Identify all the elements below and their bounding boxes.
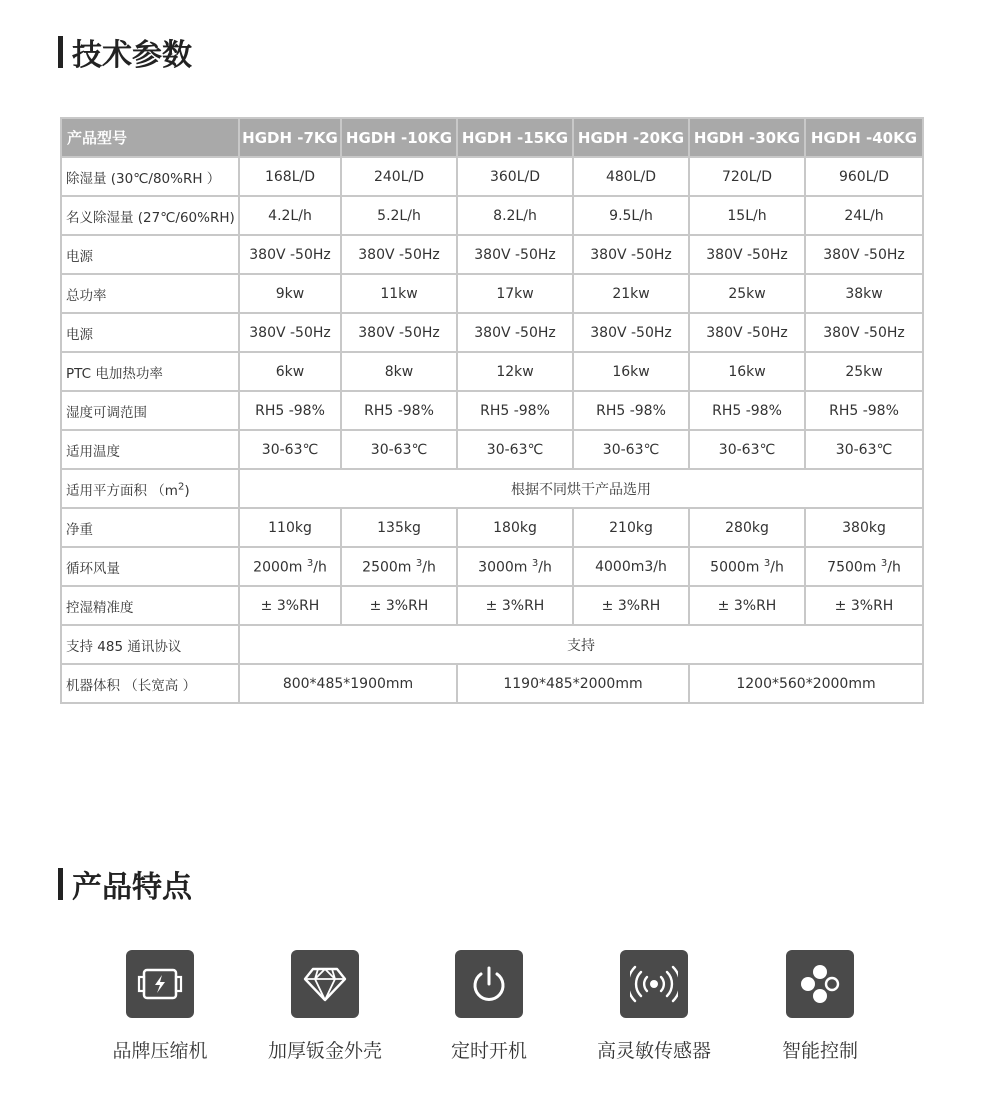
spec-section-title xyxy=(58,30,192,74)
power-icon xyxy=(455,950,523,1018)
table-row-area xyxy=(61,469,923,508)
table-cell: 380V -50Hz xyxy=(689,235,805,274)
feature-item xyxy=(250,950,400,1063)
title-bar xyxy=(58,36,63,68)
table-row xyxy=(61,430,923,469)
table-cell: RH5 -98% xyxy=(239,391,341,430)
table-row-protocol xyxy=(61,625,923,664)
table-cell: 1190*485*2000mm xyxy=(457,664,689,703)
table-cell: 380V -50Hz xyxy=(573,235,689,274)
header-cell: HGDH -40KG xyxy=(805,118,923,157)
table-cell: 16kw xyxy=(573,352,689,391)
feature-item xyxy=(579,950,729,1063)
table-cell: RH5 -98% xyxy=(805,391,923,430)
table-cell: 5.2L/h xyxy=(341,196,457,235)
table-cell: 11kw xyxy=(341,274,457,313)
table-row xyxy=(61,313,923,352)
table-cell: 1200*560*2000mm xyxy=(689,664,923,703)
header-cell: HGDH -10KG xyxy=(341,118,457,157)
row-label: 除湿量 (30℃/80%RH ） xyxy=(61,157,239,196)
table-cell: ± 3%RH xyxy=(341,586,457,625)
table-cell: 21kw xyxy=(573,274,689,313)
table-cell: 9.5L/h xyxy=(573,196,689,235)
airflow-unit: /h xyxy=(422,559,436,576)
airflow-unit: /h xyxy=(887,559,901,576)
row-label: 适用温度 xyxy=(61,430,239,469)
table-cell: 16kw xyxy=(689,352,805,391)
row-label: 控湿精准度 xyxy=(61,586,239,625)
header-cell: HGDH -20KG xyxy=(573,118,689,157)
feature-item xyxy=(745,950,895,1063)
table-cell: 240L/D xyxy=(341,157,457,196)
table-row xyxy=(61,235,923,274)
table-cell: 30-63℃ xyxy=(805,430,923,469)
spec-title-text: 技术参数 xyxy=(72,38,192,73)
table-cell: 9kw xyxy=(239,274,341,313)
table-cell: RH5 -98% xyxy=(689,391,805,430)
compressor-icon xyxy=(126,950,194,1018)
airflow-unit: /h xyxy=(770,559,784,576)
table-cell: 280kg xyxy=(689,508,805,547)
row-label: 名义除湿量 (27℃/60%RH) xyxy=(61,196,239,235)
table-row-airflow xyxy=(61,547,923,586)
table-cell xyxy=(457,547,573,586)
sensor-icon xyxy=(620,950,688,1018)
table-cell: 180kg xyxy=(457,508,573,547)
row-label: 湿度可调范围 xyxy=(61,391,239,430)
table-cell: 30-63℃ xyxy=(457,430,573,469)
features-row xyxy=(0,950,990,1070)
row-label: 电源 xyxy=(61,235,239,274)
table-cell: 380V -50Hz xyxy=(573,313,689,352)
table-cell: 25kw xyxy=(689,274,805,313)
row-label: 电源 xyxy=(61,313,239,352)
airflow-value: 7500m xyxy=(827,559,881,576)
header-cell: HGDH -30KG xyxy=(689,118,805,157)
table-cell xyxy=(239,547,341,586)
table-cell: 720L/D xyxy=(689,157,805,196)
table-cell: 960L/D xyxy=(805,157,923,196)
table-cell: 8.2L/h xyxy=(457,196,573,235)
row-label: 机器体积 （长宽高 ） xyxy=(61,664,239,703)
airflow-unit: /h xyxy=(313,559,327,576)
table-cell xyxy=(341,547,457,586)
table-cell: 15L/h xyxy=(689,196,805,235)
table-cell: 380V -50Hz xyxy=(805,313,923,352)
header-cell: HGDH -15KG xyxy=(457,118,573,157)
row-label: 循环风量 xyxy=(61,547,239,586)
table-cell: 800*485*1900mm xyxy=(239,664,457,703)
features-section-title xyxy=(58,862,192,906)
table-cell: 8kw xyxy=(341,352,457,391)
area-label: 适用平方面积 （m xyxy=(66,482,178,499)
feature-label: 高灵敏传感器 xyxy=(596,1040,711,1062)
table-cell: 30-63℃ xyxy=(573,430,689,469)
table-cell: 30-63℃ xyxy=(689,430,805,469)
table-cell: 30-63℃ xyxy=(239,430,341,469)
table-cell: 135kg xyxy=(341,508,457,547)
table-row-volume xyxy=(61,664,923,703)
table-header-row xyxy=(61,118,923,157)
title-bar xyxy=(58,868,63,900)
feature-item xyxy=(85,950,235,1063)
table-row xyxy=(61,586,923,625)
features-title-text: 产品特点 xyxy=(72,870,192,905)
table-cell: 210kg xyxy=(573,508,689,547)
table-cell: 380V -50Hz xyxy=(341,235,457,274)
table-cell: ± 3%RH xyxy=(805,586,923,625)
diamond-icon xyxy=(291,950,359,1018)
table-cell: 380V -50Hz xyxy=(689,313,805,352)
table-cell: RH5 -98% xyxy=(573,391,689,430)
table-row xyxy=(61,274,923,313)
table-row xyxy=(61,508,923,547)
table-cell: 17kw xyxy=(457,274,573,313)
table-cell: 380V -50Hz xyxy=(239,235,341,274)
table-cell: 380V -50Hz xyxy=(457,313,573,352)
airflow-value: 2500m xyxy=(362,559,416,576)
table-row xyxy=(61,157,923,196)
table-cell: 6kw xyxy=(239,352,341,391)
area-label-sup: 2 xyxy=(177,481,185,492)
table-cell xyxy=(689,547,805,586)
table-row xyxy=(61,196,923,235)
feature-label: 智能控制 xyxy=(781,1040,858,1062)
header-cell: HGDH -7KG xyxy=(239,118,341,157)
feature-item xyxy=(414,950,564,1063)
airflow-value: 3000m xyxy=(478,559,532,576)
airflow-value: 4000m3/h xyxy=(595,558,667,575)
feature-label: 品牌压缩机 xyxy=(112,1040,208,1062)
header-cell: 产品型号 xyxy=(61,118,239,157)
airflow-sup: 3 xyxy=(415,557,423,569)
table-cell: 4.2L/h xyxy=(239,196,341,235)
table-cell: 38kw xyxy=(805,274,923,313)
smart-control-icon xyxy=(786,950,854,1018)
row-label: 净重 xyxy=(61,508,239,547)
feature-label: 定时开机 xyxy=(450,1040,527,1062)
row-label: 总功率 xyxy=(61,274,239,313)
table-cell: 24L/h xyxy=(805,196,923,235)
table-cell: 168L/D xyxy=(239,157,341,196)
table-cell: 380kg xyxy=(805,508,923,547)
feature-label: 加厚钣金外壳 xyxy=(267,1040,382,1062)
table-cell: 380V -50Hz xyxy=(457,235,573,274)
airflow-sup: 3 xyxy=(880,557,888,569)
airflow-sup: 3 xyxy=(306,557,314,569)
table-cell: 110kg xyxy=(239,508,341,547)
row-label xyxy=(61,469,239,508)
airflow-value: 2000m xyxy=(253,559,307,576)
row-label: 支持 485 通讯协议 xyxy=(61,625,239,664)
spec-table xyxy=(60,117,924,704)
table-cell: 380V -50Hz xyxy=(805,235,923,274)
table-cell: 360L/D xyxy=(457,157,573,196)
protocol-value-cell: 支持 xyxy=(239,625,923,664)
table-cell: 25kw xyxy=(805,352,923,391)
table-cell: RH5 -98% xyxy=(457,391,573,430)
table-row xyxy=(61,352,923,391)
area-label-end: ) xyxy=(184,482,190,499)
table-cell: 480L/D xyxy=(573,157,689,196)
table-cell: 12kw xyxy=(457,352,573,391)
airflow-sup: 3 xyxy=(763,557,771,569)
table-cell: 30-63℃ xyxy=(341,430,457,469)
table-cell: 380V -50Hz xyxy=(341,313,457,352)
table-cell: ± 3%RH xyxy=(689,586,805,625)
table-cell: RH5 -98% xyxy=(341,391,457,430)
table-row xyxy=(61,391,923,430)
table-cell: ± 3%RH xyxy=(573,586,689,625)
table-cell: ± 3%RH xyxy=(239,586,341,625)
table-cell xyxy=(805,547,923,586)
table-cell: 380V -50Hz xyxy=(239,313,341,352)
airflow-sup: 3 xyxy=(531,557,539,569)
airflow-unit: /h xyxy=(538,559,552,576)
area-value-cell: 根据不同烘干产品选用 xyxy=(239,469,923,508)
airflow-value: 5000m xyxy=(710,559,764,576)
table-cell: ± 3%RH xyxy=(457,586,573,625)
table-cell xyxy=(573,547,689,586)
row-label: PTC 电加热功率 xyxy=(61,352,239,391)
